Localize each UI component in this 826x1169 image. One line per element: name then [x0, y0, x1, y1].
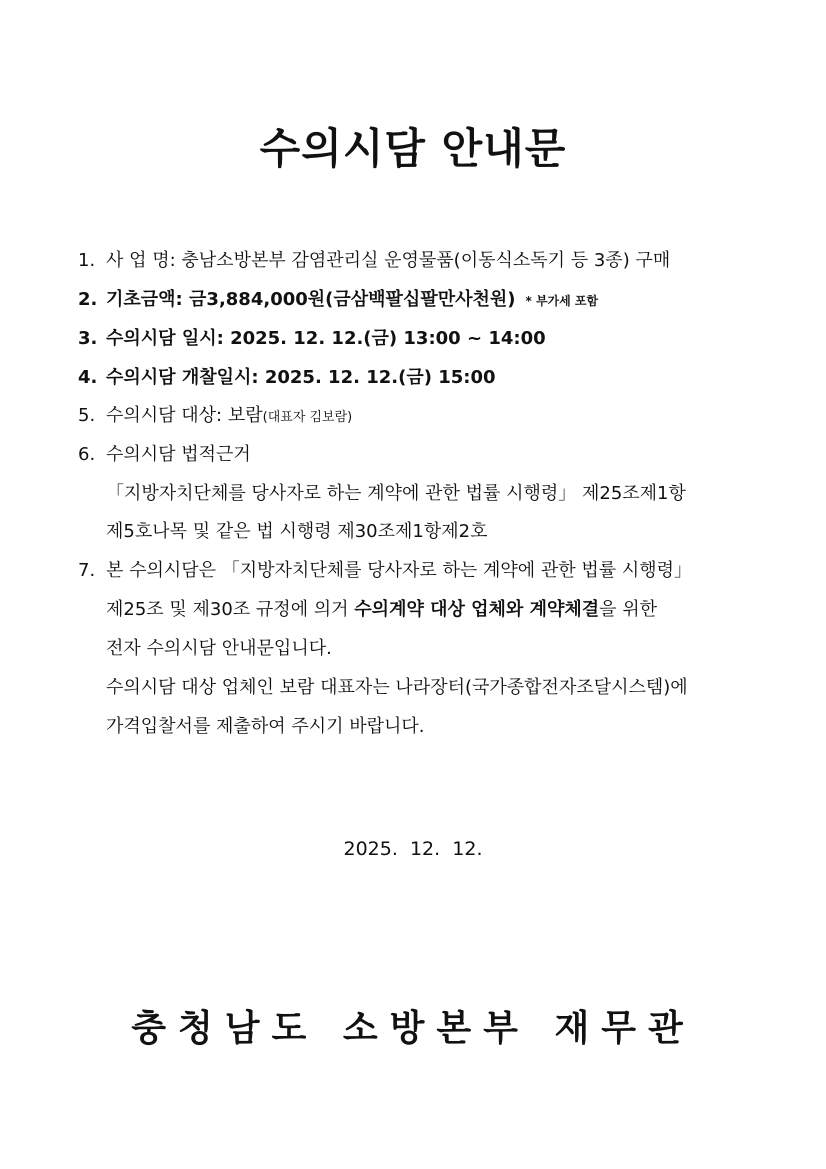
- legal-basis-line: 「지방자치단체를 당사자로 하는 계약에 관한 법률 시행령」 제25조제1항: [106, 483, 686, 504]
- item-opening-datetime: [78, 366, 496, 390]
- notice-line-3: 전자 수의시담 안내문입니다.: [106, 638, 332, 659]
- legal-basis-line: 제5호나목 및 같은 법 시행령 제30조제1항제2호: [106, 521, 488, 542]
- issuing-organization: 충청남도 소방본부 재무관: [131, 1008, 695, 1049]
- notice-line-4: 수의시담 대상 업체인 보람 대표자는 나라장터(국가종합전자조달시스템)에: [106, 677, 688, 698]
- vat-note: * 부가세 포함: [525, 294, 599, 308]
- item-target: [78, 404, 352, 430]
- item-number: 3.: [78, 328, 98, 349]
- item-label: 수의시담 개찰일시:: [106, 367, 265, 388]
- item-number: 4.: [78, 367, 98, 388]
- notice-line-2: [106, 598, 657, 622]
- item-negotiation-datetime: [78, 327, 546, 351]
- item-value: 보람: [227, 405, 263, 426]
- notice-text: 을 위한: [599, 599, 658, 620]
- document-title: 수의시담 안내문: [259, 124, 567, 173]
- item-value: 충남소방본부 감염관리실 운영물품(이동식소독기 등 3종) 구매: [181, 250, 671, 271]
- notice-line: 본 수의시담은 「지방자치단체를 당사자로 하는 계약에 관한 법률 시행령」: [106, 560, 693, 581]
- document-date: 2025. 12. 12.: [343, 838, 483, 860]
- item-value: 금3,884,000원(금삼백팔십팔만사천원): [189, 289, 516, 310]
- item-base-amount: [78, 288, 598, 313]
- notice-emphasis: 수의계약 대상 업체와 계약체결: [354, 599, 600, 620]
- item-label: 수의시담 일시:: [106, 328, 231, 349]
- item-value: 2025. 12. 12.(금) 13:00 ~ 14:00: [230, 328, 546, 349]
- item-value: 2025. 12. 12.(금) 15:00: [264, 367, 496, 388]
- item-value-detail: (대표자 김보람): [262, 410, 353, 425]
- item-number: 7.: [78, 560, 96, 581]
- item-number: 6.: [78, 444, 96, 465]
- item-label: 사 업 명:: [106, 250, 182, 271]
- item-project-name: [78, 249, 670, 273]
- item-notice: [78, 559, 692, 583]
- item-number: 5.: [78, 405, 96, 426]
- item-number: 2.: [78, 289, 98, 310]
- notice-line-5: 가격입찰서를 제출하여 주시기 바랍니다.: [106, 716, 425, 737]
- item-label: 기초금액:: [106, 289, 190, 310]
- item-label: 수의시담 법적근거: [106, 444, 251, 465]
- item-label: 수의시담 대상:: [106, 405, 228, 426]
- item-legal-basis: [78, 443, 251, 467]
- item-number: 1.: [78, 250, 96, 271]
- notice-text: 제25조 및 제30조 규정에 의거: [106, 599, 355, 620]
